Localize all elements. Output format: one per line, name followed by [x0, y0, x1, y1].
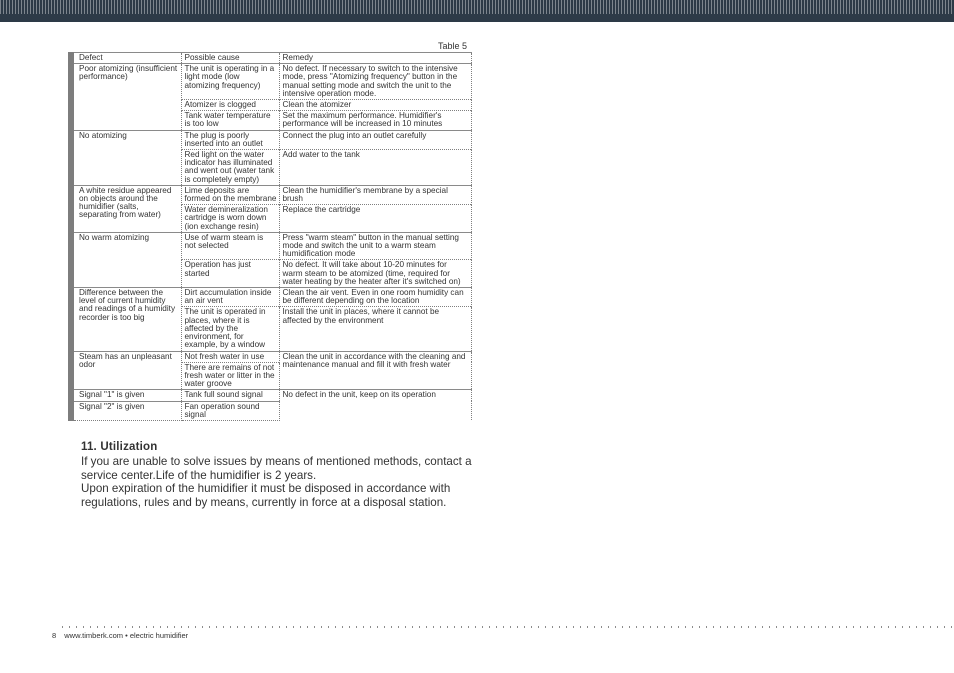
cause-cell: The plug is poorly inserted into an outlet [181, 130, 279, 149]
remedy-cell: Set the maximum performance. Humidifier's performance will be increased in 10 minutes [279, 111, 471, 130]
cause-cell: Fan operation sound signal [181, 401, 279, 420]
defect-cell: No atomizing [71, 130, 181, 185]
remedy-cell: Clean the unit in accordance with the cleaning and maintenance manual and fill it with fresh water [279, 351, 471, 390]
remedy-cell: Clean the atomizer [279, 100, 471, 111]
header-cause: Possible cause [181, 53, 279, 64]
troubleshooting-table [68, 52, 472, 421]
remedy-cell: Press "warm steam" button in the manual setting mode and switch the unit to a warm steam humidification mode [279, 232, 471, 260]
footer-divider [62, 626, 954, 628]
table-row [71, 351, 471, 362]
section-title: 11. Utilization [81, 441, 158, 453]
footer-text: www.timberk.com • electric humidifier [64, 631, 189, 640]
cause-cell: The unit is operated in places, where it is affected by the environment, for example, by a window [181, 307, 279, 351]
cause-cell: Not fresh water in use [181, 351, 279, 362]
header-band-base [0, 14, 954, 22]
cause-cell: Lime deposits are formed on the membrane [181, 185, 279, 204]
header-defect: Defect [71, 53, 181, 64]
remedy-cell: Clean the air vent. Even in one room humidity can be different depending on the location [279, 288, 471, 307]
table-row [71, 64, 471, 100]
cause-cell: There are remains of not fresh water or litter in the water groove [181, 362, 279, 390]
table-row [71, 288, 471, 307]
page-number: 8 [52, 631, 57, 640]
defect-cell: No warm atomizing [71, 232, 181, 287]
remedy-cell: Clean the humidifier's membrane by a special brush [279, 185, 471, 204]
table-row [71, 185, 471, 204]
page-footer [52, 631, 188, 640]
cause-cell: Tank full sound signal [181, 390, 279, 401]
defect-cell: Signal "1" is given [71, 390, 181, 401]
remedy-cell: Connect the plug into an outlet carefully [279, 130, 471, 149]
section-body [81, 455, 481, 509]
cause-cell: The unit is operating in a light mode (low atomizing frequency) [181, 64, 279, 100]
cause-cell: Atomizer is clogged [181, 100, 279, 111]
section-paragraph: If you are unable to solve issues by means of mentioned methods, contact a service center.Life of the humidifier is 2 years. [81, 455, 472, 482]
remedy-cell: Add water to the tank [279, 150, 471, 186]
cause-cell: Tank water temperature is too low [181, 111, 279, 130]
remedy-cell: Replace the cartridge [279, 205, 471, 233]
defect-cell: Steam has an unpleasant odor [71, 351, 181, 390]
table-caption: Table 5 [438, 41, 468, 51]
table-header-row [71, 53, 471, 64]
defect-cell: A white residue appeared on objects around the humidifier (salts, separating from water) [71, 185, 181, 232]
cause-cell: Operation has just started [181, 260, 279, 288]
table-row [71, 232, 471, 260]
remedy-cell: Install the unit in places, where it cannot be affected by the environment [279, 307, 471, 351]
remedy-cell: No defect. If necessary to switch to the intensive mode, press "Atomizing frequency" button in the manual setting mode and switch the unit to the intensive operation mode. [279, 64, 471, 100]
table-row [71, 130, 471, 149]
remedy-cell: No defect. It will take about 10-20 minutes for warm steam to be atomized (time, required for water heating by the heater after it's switched on) [279, 260, 471, 288]
defect-cell: Poor atomizing (insufficient performance) [71, 64, 181, 130]
defect-cell: Signal "2" is given [71, 401, 181, 420]
table-row [71, 390, 471, 401]
header-remedy: Remedy [279, 53, 471, 64]
section-paragraph: Upon expiration of the humidifier it must be disposed in accordance with regulations, rules and by means, currently in force at a disposal station. [81, 482, 451, 509]
defect-cell: Difference between the level of current humidity and readings of a humidity recorder is too big [71, 288, 181, 351]
remedy-cell: No defect in the unit, keep on its operation [279, 390, 471, 421]
cause-cell: Dirt accumulation inside an air vent [181, 288, 279, 307]
cause-cell: Use of warm steam is not selected [181, 232, 279, 260]
cause-cell: Red light on the water indicator has illuminated and went out (water tank is completely empty) [181, 150, 279, 186]
cause-cell: Water demineralization cartridge is worn down (ion exchange resin) [181, 205, 279, 233]
